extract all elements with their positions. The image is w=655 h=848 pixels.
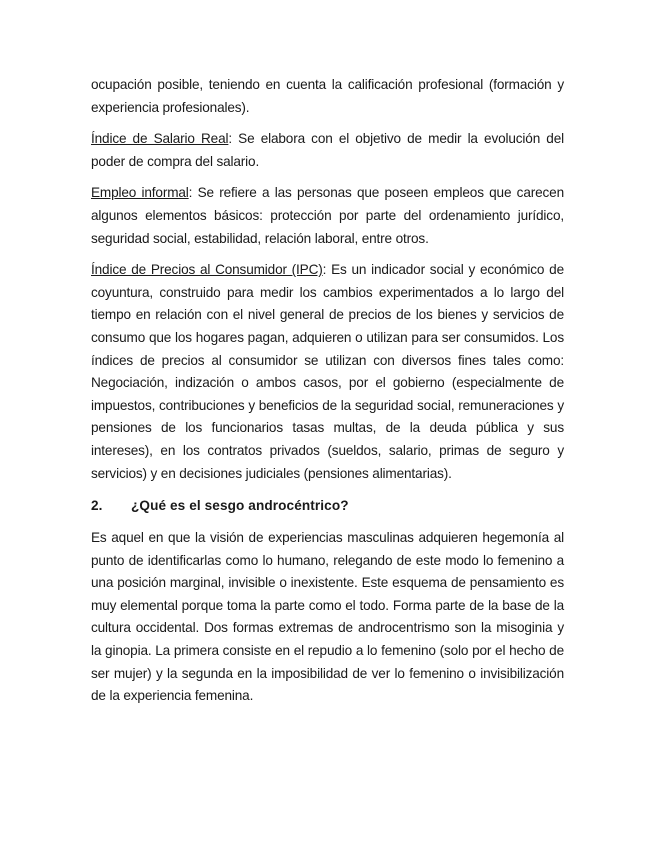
term-consumer-price-index: Índice de Precios al Consumidor (IPC) bbox=[91, 262, 323, 278]
document-page bbox=[91, 74, 564, 717]
term-real-wage-index: Índice de Salario Real bbox=[91, 131, 229, 147]
paragraph-real-wage-index bbox=[91, 128, 564, 173]
paragraph-text: Es aquel en que la visión de experiencias masculinas adquieren hegemonía al punto de identificarlas como lo humano, relegando de este modo lo femenino a una posición marginal, invisible o inexistente. Este esquema de pensamiento es muy elemental porque toma la parte como el todo. Forma parte de la base de la cultura occidental. Dos formas extremas de androcentrismo son la misoginia y la ginopia. La primera consiste en el repudio a lo femenino (solo por el hecho de ser mujer) y la segunda en la imposibilidad de ver lo femenino o invisibilización de la experiencia femenina. bbox=[91, 530, 564, 704]
paragraph-consumer-price-index bbox=[91, 259, 564, 485]
section-number: 2. bbox=[91, 498, 103, 514]
paragraph-text: : Se elabora con el objetivo de medir la evolución del poder de compra del salario. bbox=[91, 131, 564, 169]
paragraph-text: : Se refiere a las personas que poseen empleos que carecen algunos elementos básicos: protección por parte del ordenamiento jurídico, seguridad social, estabilidad, relación laboral, entre otros. bbox=[91, 185, 564, 246]
term-informal-employment: Empleo informal bbox=[91, 185, 189, 201]
paragraph-text: ocupación posible, teniendo en cuenta la calificación profesional (formación y experiencia profesionales). bbox=[91, 77, 564, 115]
section-heading bbox=[91, 496, 564, 516]
paragraph-informal-employment bbox=[91, 182, 564, 250]
paragraph-androcentric-bias bbox=[91, 527, 564, 708]
section-title: ¿Qué es el sesgo androcéntrico? bbox=[131, 498, 349, 514]
paragraph-text: : Es un indicador social y económico de coyuntura, construido para medir los cambios experimentados a lo largo del tiempo en relación con el nivel general de precios de los bienes y servicios de consumo que los hogares pagan, adquieren o utilizan para ser consumidos. Los índices de precios al consumidor se utilizan con diversos fines tales como: Negociación, indización o ambos casos, por el gobierno (especialmente de impuestos, contribuciones y beneficios de la seguridad social, remuneraciones y pensiones de los funcionarios tasas multas, de la deuda pública y sus intereses), en los contratos privados (sueldos, salario, primas de seguro y servicios) y en decisiones judiciales (pensiones alimentarias). bbox=[91, 262, 564, 481]
paragraph-occupation-continuation bbox=[91, 74, 564, 119]
